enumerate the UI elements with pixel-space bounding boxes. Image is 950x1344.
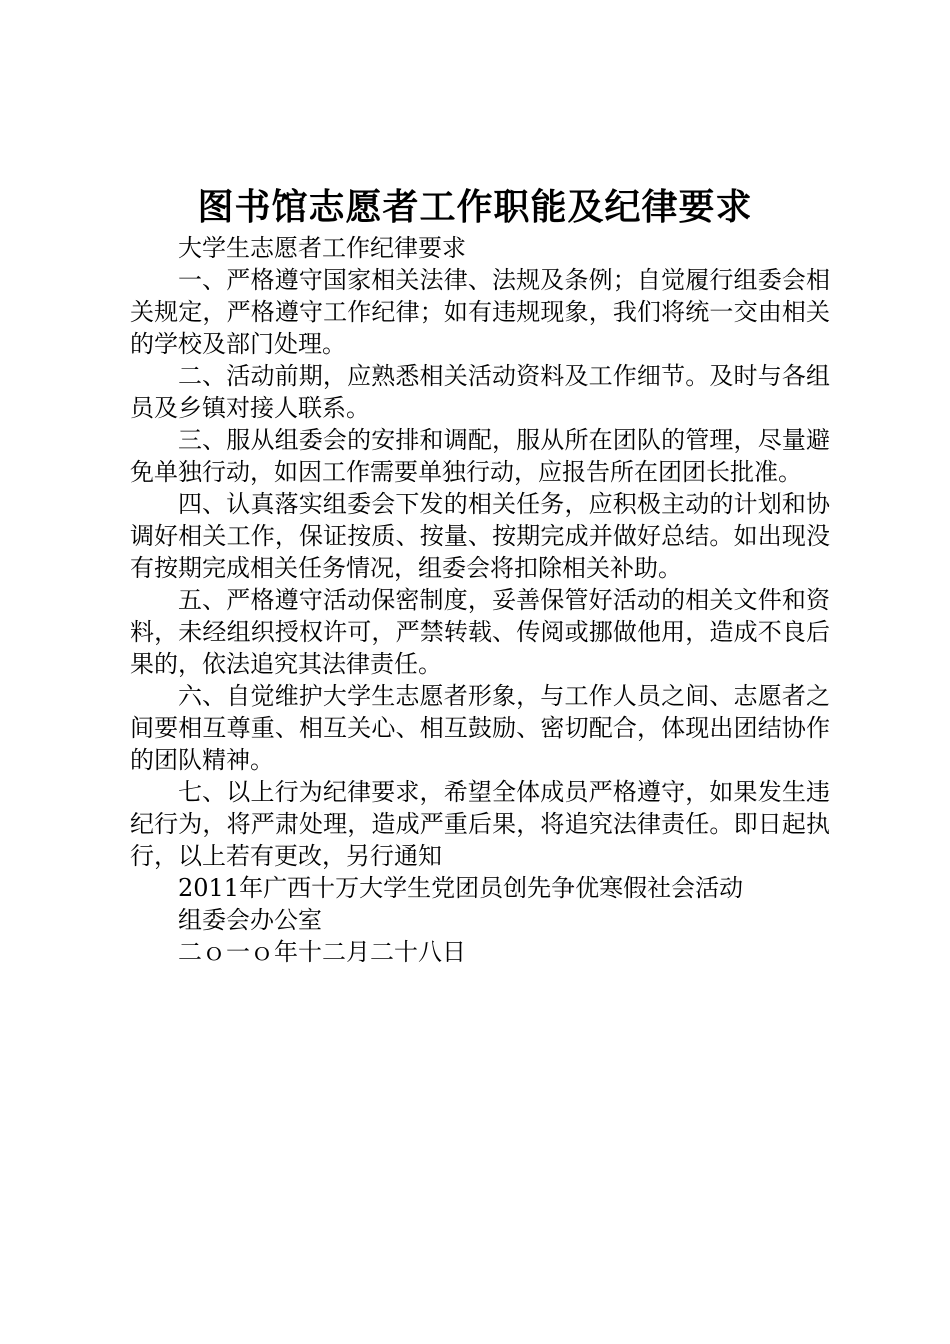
footer-event: 2011年广西十万大学生党团员创先争优寒假社会活动 (178, 874, 744, 902)
document-subtitle: 大学生志愿者工作纪律要求 (178, 234, 466, 262)
footer-date: 二ｏ一ｏ年十二月二十八日 (178, 938, 466, 966)
document-title: 图书馆志愿者工作职能及纪律要求 (197, 187, 753, 228)
rule-paragraph-1: 一、严格遵守国家相关法律、法规及条例；自觉履行组委会相关规定，严格遵守工作纪律；如有违规现象，我们将统一交由相关的学校及部门处理。 (130, 266, 830, 358)
rule-paragraph-4: 四、认真落实组委会下发的相关任务，应积极主动的计划和协调好相关工作，保证按质、按量、按期完成并做好总结。如出现没有按期完成相关任务情况，组委会将扣除相关补助。 (130, 490, 830, 582)
rule-paragraph-7: 七、以上行为纪律要求，希望全体成员严格遵守，如果发生违纪行为，将严肃处理，造成严重后果，将追究法律责任。即日起执行，以上若有更改，另行通知 (130, 778, 830, 870)
rule-paragraph-5: 五、严格遵守活动保密制度，妥善保管好活动的相关文件和资料，未经组织授权许可，严禁转载、传阅或挪做他用，造成不良后果的，依法追究其法律责任。 (130, 586, 830, 678)
rule-paragraph-2: 二、活动前期，应熟悉相关活动资料及工作细节。及时与各组员及乡镇对接人联系。 (130, 362, 830, 422)
document-body (130, 232, 830, 968)
rule-paragraph-3: 三、服从组委会的安排和调配，服从所在团队的管理，尽量避免单独行动，如因工作需要单独行动，应报告所在团团长批准。 (130, 426, 830, 486)
footer-office: 组委会办公室 (178, 906, 322, 934)
rule-paragraph-6: 六、自觉维护大学生志愿者形象，与工作人员之间、志愿者之间要相互尊重、相互关心、相互鼓励、密切配合，体现出团结协作的团队精神。 (130, 682, 830, 774)
